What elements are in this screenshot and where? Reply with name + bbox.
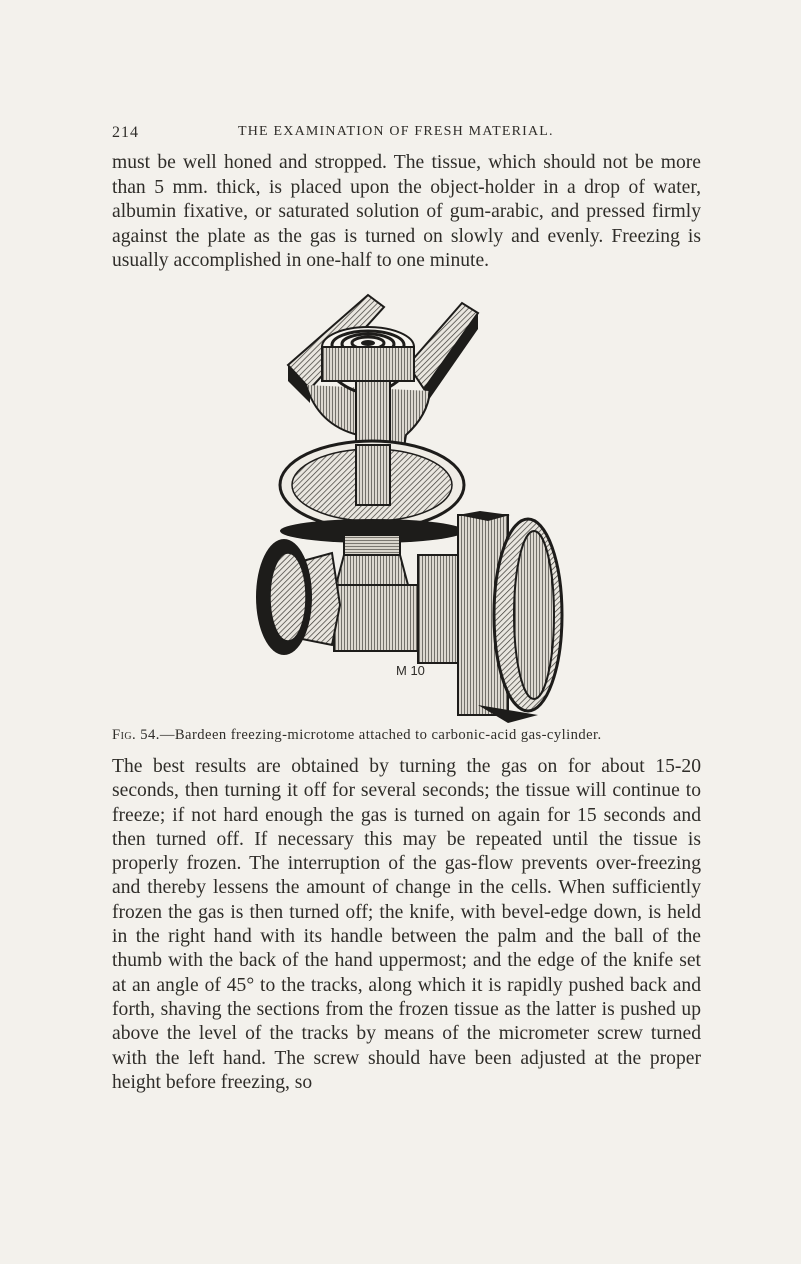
microtome-engraving (248, 285, 568, 730)
running-head: THE EXAMINATION OF FRESH MATERIAL. (238, 124, 554, 139)
plate-marking: M 10 (396, 663, 425, 678)
figure-caption (112, 727, 712, 744)
caption-text: —Bardeen freezing-microtome attached to carbonic-acid gas-cylinder. (159, 727, 602, 743)
microtome-illustration (248, 285, 568, 730)
gas-fitting (256, 535, 418, 655)
paragraph-1: must be well honed and stropped. The tissue, which should not be more than 5 mm. thick, is placed upon the object-holder in a drop of water, albumin fixative, or saturated solution of gum-arabic, and pressed firmly against the plate as the gas is turned on slowly and evenly. Freezing is usually accomplished in one-half to one minute. (112, 152, 701, 272)
caption-label: Fig. 54. (112, 727, 160, 743)
page-number: 214 (112, 124, 139, 141)
micrometer-dial (280, 441, 464, 543)
paragraph-2: The best results are obtained by turning the gas on for about 15-20 seconds, then turning it off for several seconds; the tissue will continue to freeze; if not hard enough the gas is turned on again for 15 seconds and then turned off. If necessary this may be repeated until the tissue is properly frozen. The interruption of the gas-flow prevents over-freezing and thereby lessens the amount of change in the cells. When sufficiently frozen the gas is then turned off; the knife, with bevel-edge down, is held in the right hand with its handle between the palm and the ball of the thumb with the back of the hand uppermost; and the edge of the knife set at an angle of 45° to the tracks, along which it is rapidly pushed back and forth, shaving the sections from the frozen tissue as the latter is pushed up above the level of the tracks by means of the micrometer screw turned with the left hand. The screw should have been adjusted at the proper height before freezing, so (112, 756, 701, 1093)
gas-cylinder-valve (418, 511, 562, 723)
page-header (112, 124, 712, 148)
